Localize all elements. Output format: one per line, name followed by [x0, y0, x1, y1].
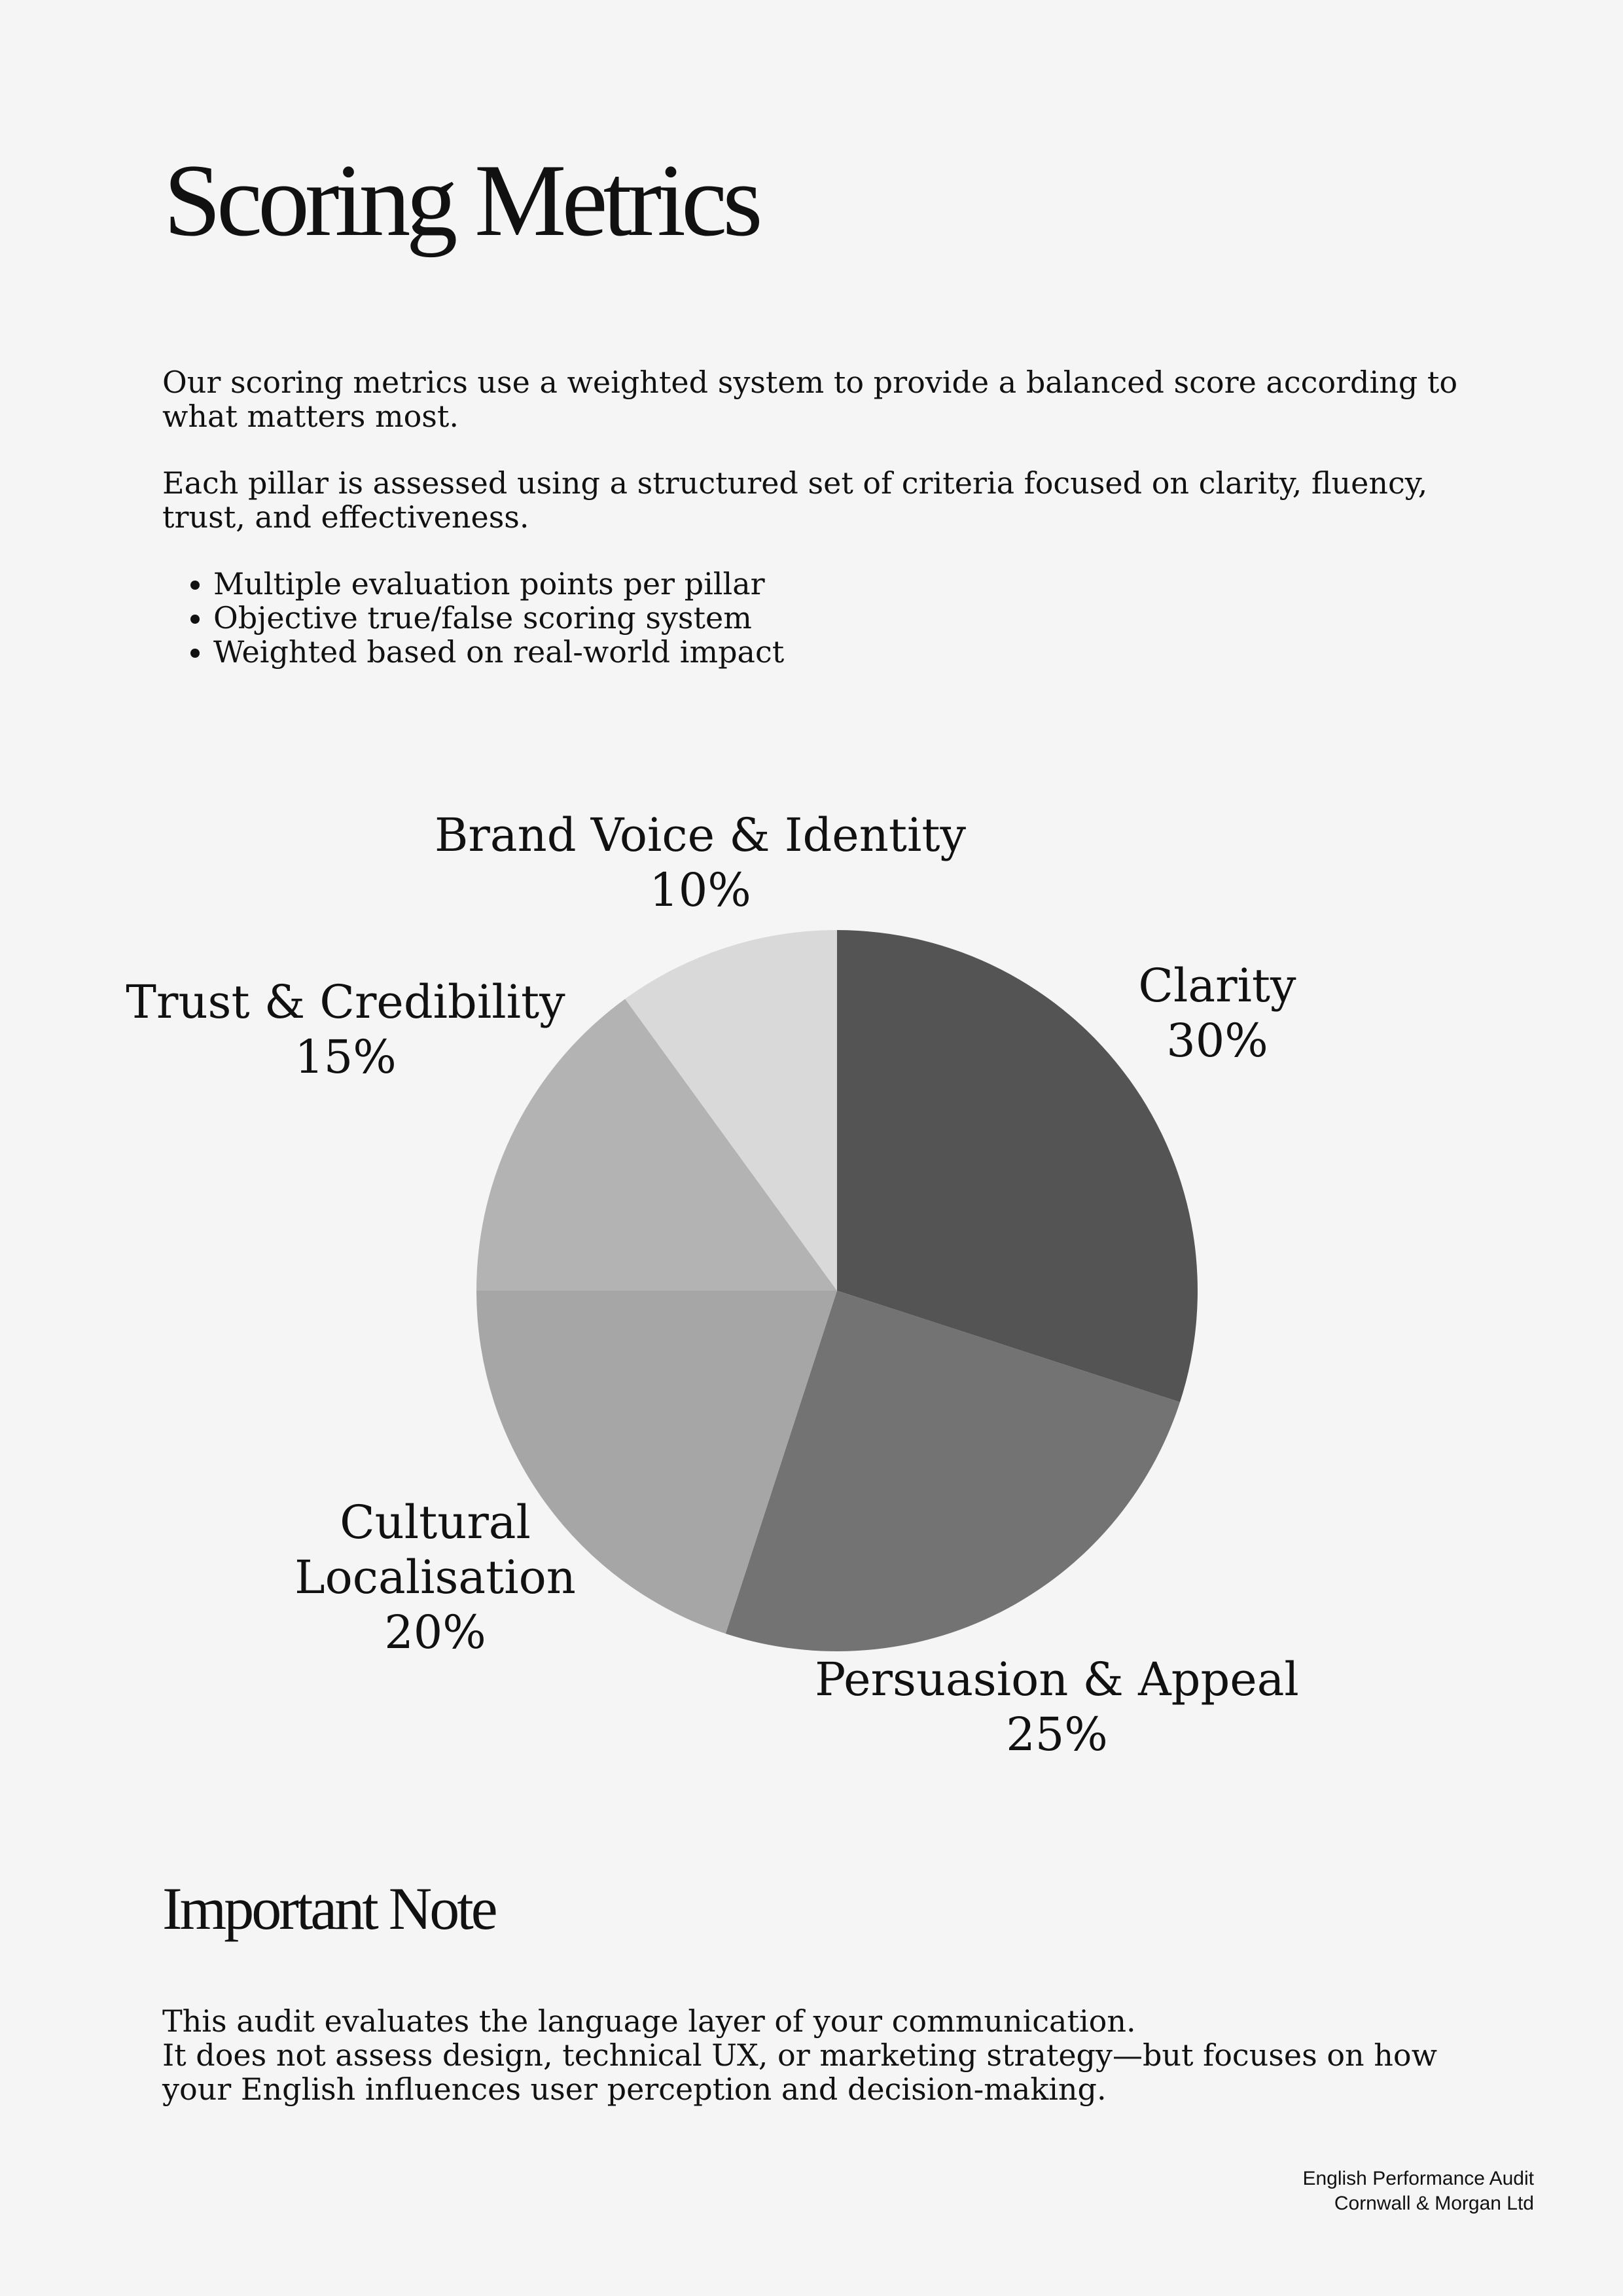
slice-name-label: Clarity: [1138, 959, 1296, 1013]
note-line: This audit evaluates the language layer of your communication.: [162, 2003, 1136, 2039]
slice-name-label: Trust & Credibility: [126, 975, 565, 1029]
slice-name-label: Persuasion & Appeal: [815, 1653, 1299, 1706]
footer-report-name: English Performance Audit: [1302, 2168, 1534, 2189]
page-title: Scoring Metrics: [164, 143, 758, 258]
list-item: • Multiple evaluation points per pillar: [213, 567, 1504, 601]
intro-paragraph: Each pillar is assessed using a structured set of criteria focused on clarity, fluency, trust, and effectiveness.: [162, 465, 1428, 535]
note-title: Important Note: [162, 1875, 495, 1942]
pie-chart: [0, 785, 1623, 1806]
slice-value-label: 20%: [384, 1605, 486, 1659]
slice-name-label: Brand Voice & Identity: [434, 808, 967, 862]
slice-value-label: 30%: [1166, 1014, 1268, 1067]
feature-list: [162, 567, 1504, 669]
intro-section: [162, 365, 1504, 669]
slice-value-label: 25%: [1006, 1708, 1108, 1761]
list-item: • Objective true/false scoring system: [213, 601, 1504, 635]
slice-name-label: Localisation: [294, 1551, 576, 1604]
slice-name-label: Cultural: [340, 1496, 531, 1549]
slice-label: [815, 1653, 1299, 1761]
slice-value-label: 15%: [294, 1030, 397, 1084]
slice-value-label: 10%: [649, 863, 751, 917]
slice-label: [294, 1496, 576, 1659]
intro-paragraph: Our scoring metrics use a weighted system to provide a balanced score according to what matters most.: [162, 365, 1458, 434]
note-body: [162, 2004, 1537, 2106]
note-line: your English influences user perception and decision-making.: [162, 2072, 1107, 2107]
slice-label: [1138, 959, 1296, 1067]
note-line: It does not assess design, technical UX, or marketing strategy—but focuses on how: [162, 2037, 1437, 2073]
footer: [1302, 2166, 1534, 2216]
slice-label: [435, 808, 966, 917]
slice-label: [126, 975, 565, 1084]
list-item: • Weighted based on real-world impact: [213, 635, 1504, 669]
footer-company: Cornwall & Morgan Ltd: [1334, 2193, 1534, 2214]
